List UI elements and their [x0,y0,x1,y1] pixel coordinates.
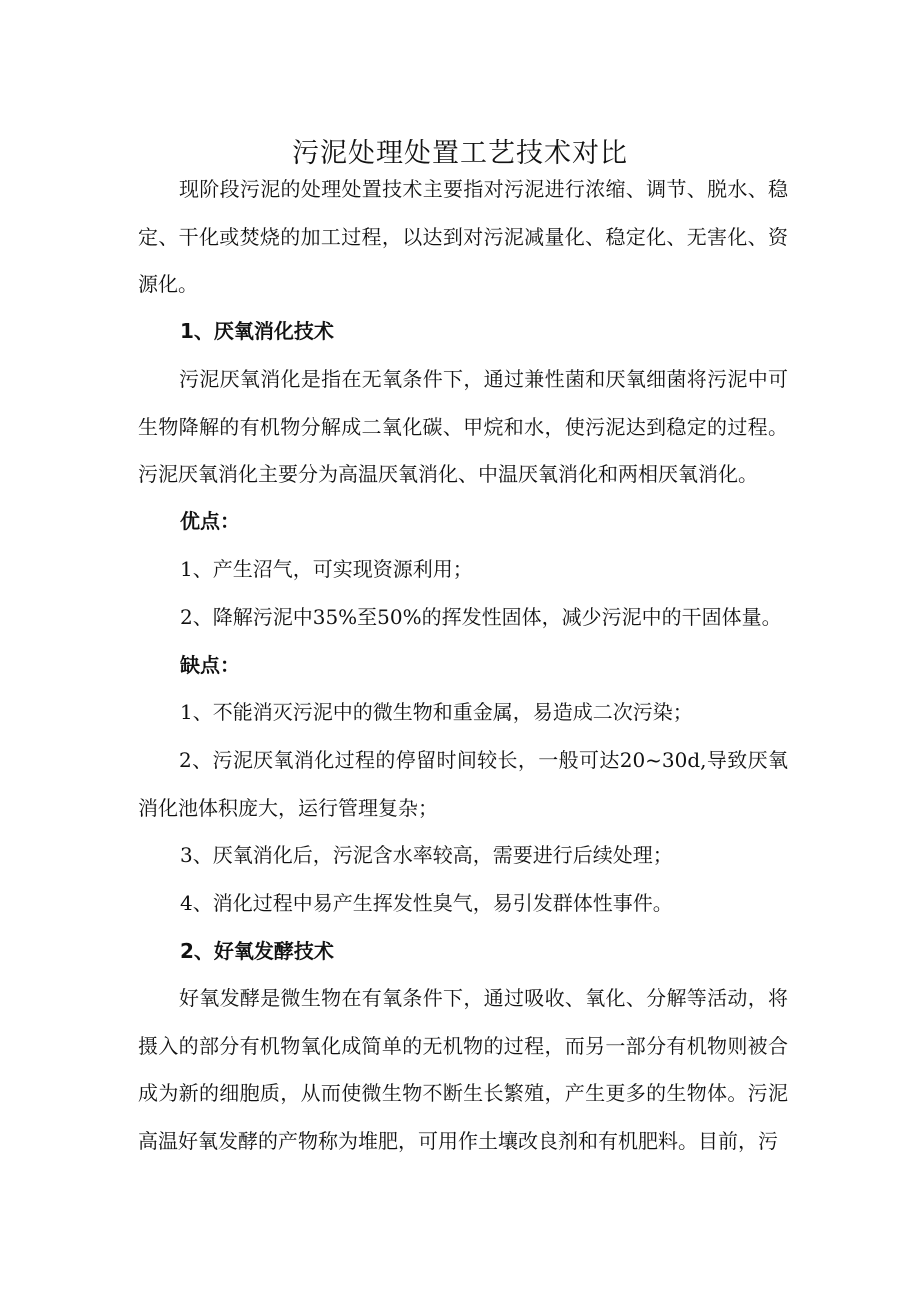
pros-item-2: 2、降解污泥中35%至50%的挥发性固体，减少污泥中的干固体量。 [180,605,782,629]
cons-item-2: 2、污泥厌氧消化过程的停留时间较长，一般可达20~30d,导致厌氧消化池体积庞大，运行管理复杂； [138,748,788,820]
pros-item-1: 1、产生沼气，可实现资源利用； [180,557,473,581]
pros-heading: 优点： [180,509,240,533]
section-2-body: 好氧发酵是微生物在有氧条件下，通过吸收、氧化、分解等活动，将摄入的部分有机物氧化成简单的无机物的过程，而另一部分有机物则被合成为新的细胞质，从而使微生物不断生长繁殖，产生更多的生物体。污泥高温好氧发酵的产物称为堆肥，可用作土壤改良剂和有机肥料。目前，污 [138,986,788,1153]
cons-heading: 缺点： [180,653,240,677]
document-title: 污泥处理处置工艺技术对比 [292,138,628,170]
section-1-body: 污泥厌氧消化是指在无氧条件下，通过兼性菌和厌氧细菌将污泥中可生物降解的有机物分解成二氧化碳、甲烷和水，使污泥达到稳定的过程。污泥厌氧消化主要分为高温厌氧消化、中温厌氧消化和两相厌氧消化。 [138,367,788,486]
cons-item-4: 4、消化过程中易产生挥发性臭气，易引发群体性事件。 [180,891,673,915]
cons-item-1: 1、不能消灭污泥中的微生物和重金属，易造成二次污染； [180,700,693,724]
cons-item-3: 3、厌氧消化后，污泥含水率较高，需要进行后续处理； [180,843,673,867]
section-1-heading: 1、厌氧消化技术 [180,319,334,343]
intro-paragraph: 现阶段污泥的处理处置技术主要指对污泥进行浓缩、调节、脱水、稳定、干化或焚烧的加工过程，以达到对污泥减量化、稳定化、无害化、资源化。 [138,177,788,296]
section-2-heading: 2、好氧发酵技术 [180,939,334,963]
